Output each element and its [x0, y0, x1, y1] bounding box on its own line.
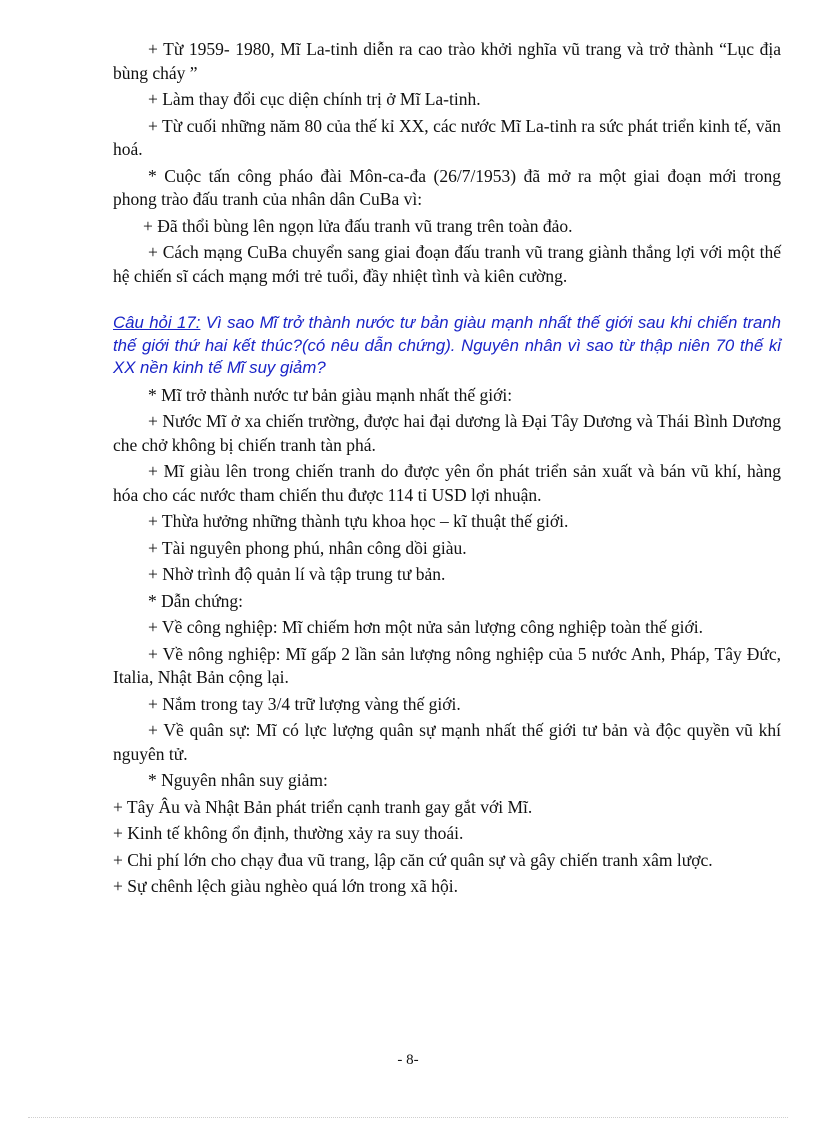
question-label: Câu hỏi 17: — [113, 313, 201, 332]
answer-item: + Nhờ trình độ quản lí và tập trung tư bản. — [148, 564, 446, 584]
paragraph-moncada-attack: * Cuộc tấn công pháo đài Môn-ca-đa (26/7/1953) đã mở ra một giai đoạn mới trong phong trào đấu tranh của nhân dân CuBa vì: — [113, 165, 781, 209]
page-number-text: - 8- — [397, 1052, 419, 1068]
paragraph-political-change: + Làm thay đổi cục diện chính trị ở Mĩ La-tinh. — [148, 89, 481, 109]
page-content — [113, 38, 781, 902]
paragraph-armed-struggle: + Đã thổi bùng lên ngọn lửa đấu tranh vũ trang trên toàn đảo. — [143, 215, 573, 236]
decline-cause-item: + Chi phí lớn cho chạy đua vũ trang, lập căn cứ quân sự và gây chiến tranh xâm lược. — [113, 849, 713, 870]
answer-item: + Về quân sự: Mĩ có lực lượng quân sự mạnh nhất thế giới tư bản và độc quyền vũ khí nguyên tử. — [113, 720, 781, 764]
answer-heading-evidence: * Dẫn chứng: — [148, 590, 244, 611]
answer-item: + Mĩ giàu lên trong chiến tranh do được yên ổn phát triển sản xuất và bán vũ khí, hàng hóa cho các nước tham chiến thu được 114 tỉ USD lợi nhuận. — [113, 461, 781, 505]
answer-item: + Về nông nghiệp: Mĩ gấp 2 lần sản lượng nông nghiệp của 5 nước Anh, Pháp, Tây Đức, Italia, Nhật Bản cộng lại. — [113, 643, 781, 687]
paragraph-cuba-revolution: + Cách mạng CuBa chuyển sang giai đoạn đấu tranh vũ trang giành thắng lợi với một thế hệ chiến sĩ cách mạng mới trẻ tuổi, đầy nhiệt tình và kiên cường. — [113, 242, 781, 286]
answer-heading-decline: * Nguyên nhân suy giảm: — [148, 770, 328, 790]
answer-item: + Nước Mĩ ở xa chiến trường, được hai đại dương là Đại Tây Dương và Thái Bình Dương che chở không bị chiến tranh tàn phá. — [113, 411, 781, 455]
decline-cause-item: + Kinh tế không ổn định, thường xảy ra suy thoái. — [113, 823, 464, 843]
answer-heading-richest: * Mĩ trở thành nước tư bản giàu mạnh nhất thế giới: — [148, 384, 513, 405]
answer-item: + Về công nghiệp: Mĩ chiếm hơn một nửa sản lượng công nghiệp toàn thế giới. — [148, 617, 703, 637]
page-number — [0, 1052, 816, 1069]
page-bottom-divider — [28, 1117, 788, 1118]
answer-item: + Thừa hưởng những thành tựu khoa học – kĩ thuật thế giới. — [148, 511, 569, 531]
answer-item: + Tài nguyên phong phú, nhân công dồi giàu. — [148, 537, 467, 558]
answer-item: + Nắm trong tay 3/4 trữ lượng vàng thế giới. — [148, 693, 461, 714]
question-17 — [113, 312, 781, 380]
decline-cause-item: + Sự chênh lệch giàu nghèo quá lớn trong xã hội. — [113, 876, 458, 896]
question-text: Vì sao Mĩ trở thành nước tư bản giàu mạnh nhất thế giới sau khi chiến tranh thế giới thứ hai kết thúc?(có nêu dẫn chứng). Nguyên nhân vì sao từ thập niên 70 thế kỉ XX nền kinh tế Mĩ suy giảm? — [113, 313, 781, 377]
decline-cause-item: + Tây Âu và Nhật Bản phát triển cạnh tranh gay gắt với Mĩ. — [113, 796, 533, 817]
paragraph-latin-america-uprising: + Từ 1959- 1980, Mĩ La-tinh diễn ra cao trào khởi nghĩa vũ trang và trở thành “Lục địa bùng cháy ” — [113, 39, 781, 83]
paragraph-latin-america-development: + Từ cuối những năm 80 của thế kỉ XX, các nước Mĩ La-tinh ra sức phát triển kinh tế, văn hoá. — [113, 115, 781, 159]
